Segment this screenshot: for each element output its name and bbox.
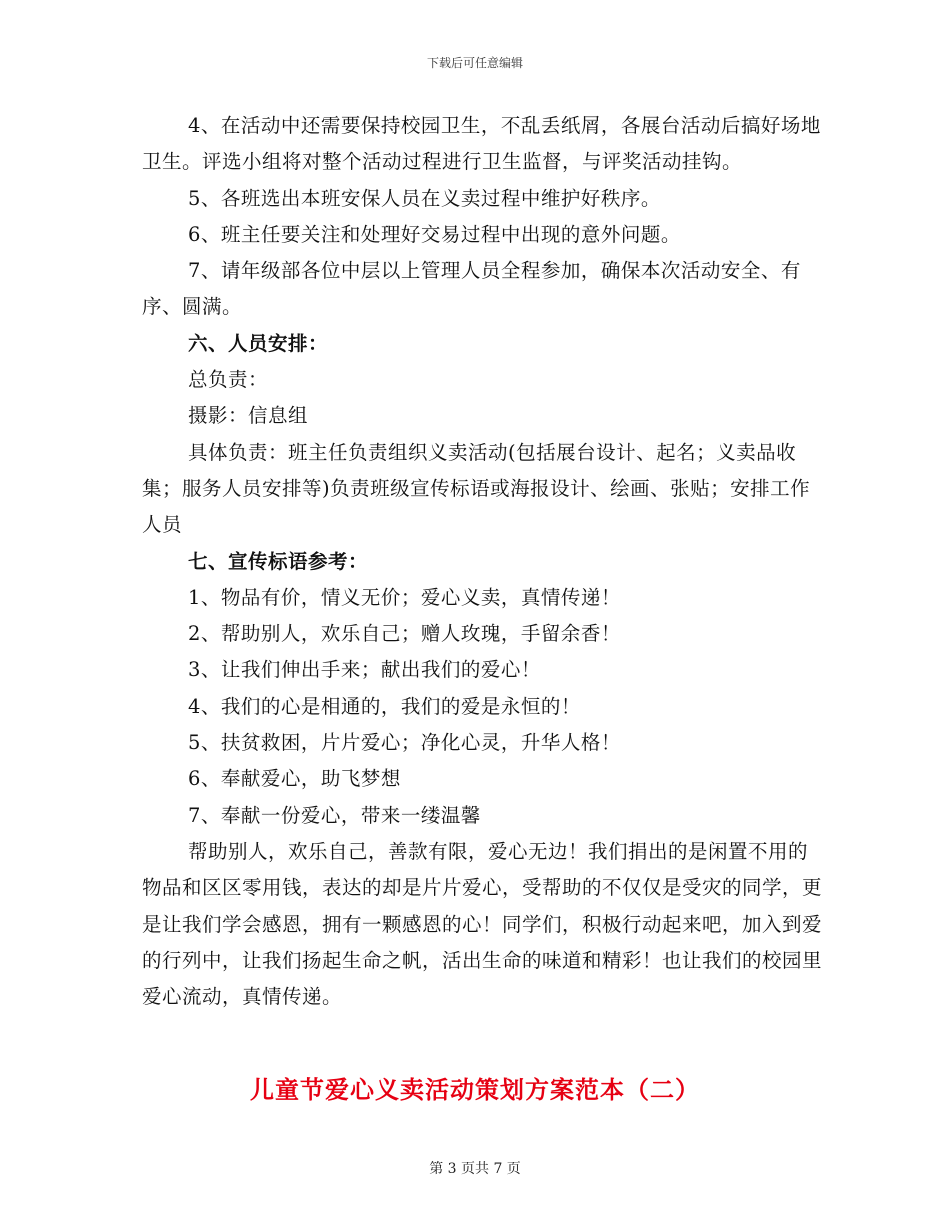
section-6-heading: 六、人员安排： [188,331,329,355]
slogan-5: 5、扶贫救困，片片爱心；净化心灵，升华人格！ [188,731,621,755]
section-title: 儿童节爱心义卖活动策划方案范本（二） [250,1075,700,1104]
item-5-security: 5、各班选出本班安保人员在义卖过程中维护好秩序。 [188,186,661,210]
page-header: 下载后可任意编辑 [426,56,523,70]
slogan-4: 4、我们的心是相通的，我们的爱是永恒的！ [188,694,581,718]
item-4-hygiene: 4、在活动中还需要保持校园卫生，不乱丢纸屑，各展台活动后搞好场地卫生。评选小组将对整个活动过程进行卫生监督，与评奖活动挂钩。 [142,114,821,174]
item-7-management: 7、请年级部各位中层以上管理人员全程参加，确保本次活动安全、有序、圆满。 [142,259,801,319]
slogan-2: 2、帮助别人，欢乐自己；赠人玫瑰，手留余香！ [188,622,621,646]
page-footer: 第 3 页共 7 页 [429,1161,521,1177]
staff-overall-lead: 总负责： [188,368,269,392]
slogan-3: 3、让我们伸出手来；献出我们的爱心！ [188,658,541,682]
staff-specific-duties: 具体负责：班主任负责组织义卖活动(包括展台设计、起名；义卖品收集；服务人员安排等)负责班级宣传标语或海报设计、绘画、张贴；安排工作人员 [142,440,811,537]
section-7-heading: 七、宣传标语参考： [188,549,369,573]
document-body [142,108,822,1015]
slogan-1: 1、物品有价，情义无价；爱心义卖，真情传递！ [188,585,621,609]
item-6-teacher: 6、班主任要关注和处理好交易过程中出现的意外问题。 [188,222,681,246]
slogan-7: 7、奉献一份爱心，带来一缕温馨 [188,803,481,827]
closing-paragraph: 帮助别人，欢乐自己，善款有限，爱心无边！我们捐出的是闲置不用的物品和区区零用钱，表达的却是片片爱心，受帮助的不仅仅是受灾的同学，更是让我们学会感恩，拥有一颗感恩的心！同学们，积极行动起来吧，加入到爱的行列中，让我们扬起生命之帆，活出生命的味道和精彩！也让我们的校园里爱心流动，真情传递。 [142,839,823,1009]
slogan-6: 6、奉献爱心，助飞梦想 [188,767,401,791]
staff-photography: 摄影：信息组 [188,404,309,428]
